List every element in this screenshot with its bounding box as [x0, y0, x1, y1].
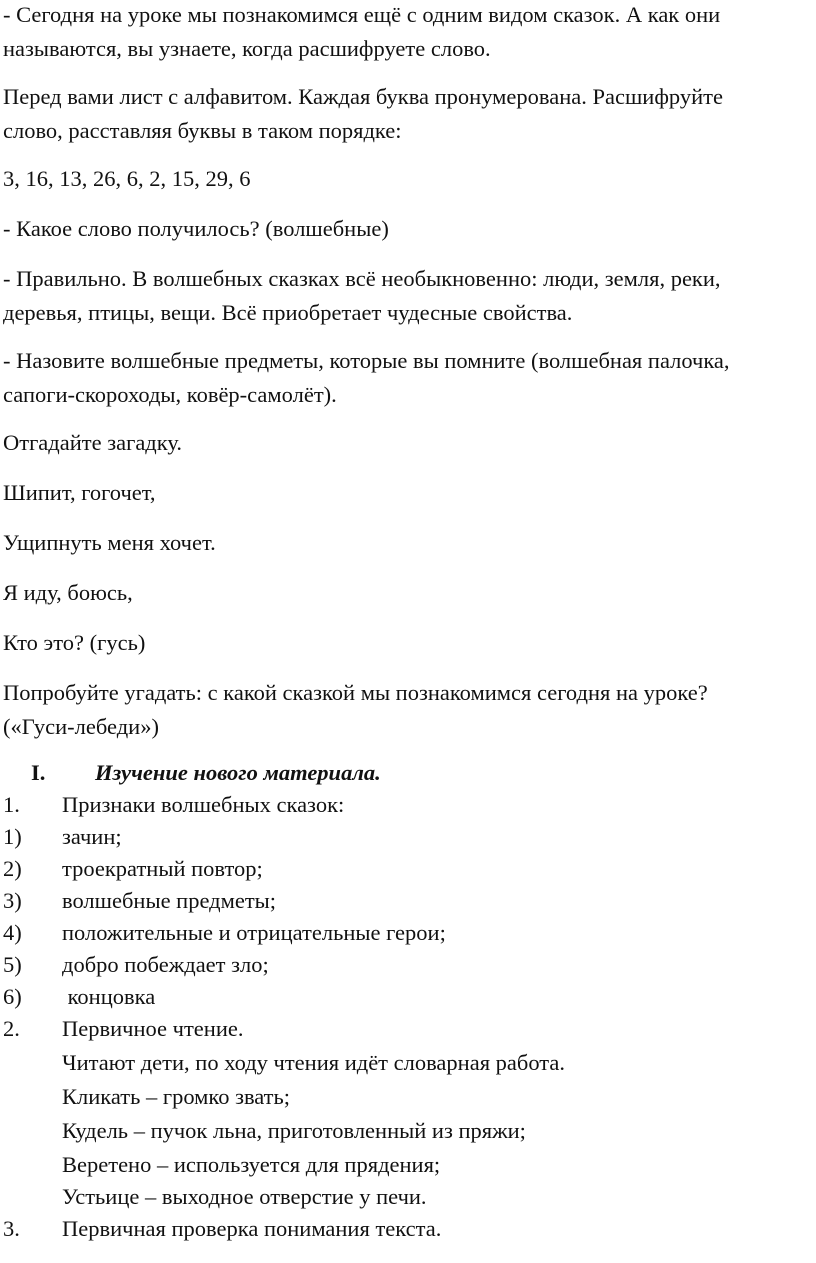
guess-line-1: Попробуйте угадать: с какой сказкой мы познакомимся сегодня на уроке?	[3, 680, 708, 705]
sign-number: 3)	[3, 888, 22, 913]
reading-note-3: Кудель – пучок льна, приготовленный из пряжи;	[62, 1118, 526, 1143]
intro-line-2: называются, вы узнаете, когда расшифруете слово.	[3, 36, 491, 61]
riddle-prompt: Отгадайте загадку.	[3, 430, 182, 455]
reading-note-5: Устьице – выходное отверстие у печи.	[62, 1184, 427, 1209]
sign-number: 2)	[3, 856, 22, 881]
guess-paragraph	[3, 676, 808, 744]
question-word: - Какое слово получилось? (волшебные)	[3, 216, 389, 241]
sign-text: добро побеждает зло;	[62, 952, 269, 977]
sign-number: 6)	[3, 984, 22, 1009]
correct-line-2: деревья, птицы, вещи. Всё приобретает чудесные свойства.	[3, 300, 573, 325]
reading-note-2: Кликать – громко звать;	[62, 1084, 291, 1109]
outline-item-3-number: 3.	[3, 1216, 20, 1241]
sign-text: волшебные предметы;	[62, 888, 277, 913]
correct-paragraph	[3, 262, 808, 330]
magic-items-line-2: сапоги-скороходы, ковёр-самолёт).	[3, 382, 337, 407]
intro-paragraph	[3, 0, 808, 66]
outline-item-3	[0, 1213, 816, 1245]
riddle-line-2: Ущипнуть меня хочет.	[3, 530, 216, 555]
sign-number: 1)	[3, 824, 22, 849]
outline-item-3-text: Первичная проверка понимания текста.	[62, 1216, 442, 1241]
sign-item-4	[0, 917, 816, 949]
sign-number: 5)	[3, 952, 22, 977]
section-title: Изучение нового материала.	[95, 760, 381, 785]
sign-item-5	[0, 949, 816, 981]
sign-item-2	[0, 853, 816, 885]
reading-note-1: Читают дети, по ходу чтения идёт словарная работа.	[62, 1050, 566, 1075]
task-line-1: Перед вами лист с алфавитом. Каждая буква пронумерована. Расшифруйте	[3, 84, 723, 109]
sign-text: положительные и отрицательные герои;	[62, 920, 446, 945]
intro-line-1: - Сегодня на уроке мы познакомимся ещё с одним видом сказок. А как они	[3, 2, 721, 27]
magic-items-line-1: - Назовите волшебные предметы, которые вы помните (волшебная палочка,	[3, 348, 730, 373]
sign-item-6	[0, 981, 816, 1013]
magic-items-paragraph	[3, 344, 808, 412]
guess-line-2: («Гуси-лебеди»)	[3, 714, 159, 739]
task-line-2: слово, расставляя буквы в таком порядке:	[3, 118, 402, 143]
sign-text: зачин;	[62, 824, 122, 849]
sign-item-3	[0, 885, 816, 917]
task-paragraph	[3, 80, 808, 148]
riddle-line-3: Я иду, боюсь,	[3, 580, 133, 605]
sign-number: 4)	[3, 920, 22, 945]
section-heading	[0, 757, 816, 791]
correct-line-1: - Правильно. В волшебных сказках всё необыкновенно: люди, земля, реки,	[3, 266, 721, 291]
sign-text: концовка	[62, 984, 156, 1009]
sign-text: троекратный повтор;	[62, 856, 263, 881]
section-roman-numeral: I.	[31, 760, 46, 785]
reading-note-4: Веретено – используется для прядения;	[62, 1152, 441, 1177]
outline-item-2-text: Первичное чтение.	[62, 1016, 244, 1041]
outline-item-2	[0, 1013, 816, 1045]
outline-item-1-number: 1.	[3, 792, 20, 817]
outline-item-1	[0, 789, 816, 821]
riddle-line-1: Шипит, гогочет,	[3, 480, 156, 505]
code-sequence: 3, 16, 13, 26, 6, 2, 15, 29, 6	[3, 166, 251, 191]
outline-item-2-number: 2.	[3, 1016, 20, 1041]
sign-item-1	[0, 821, 816, 853]
outline-item-1-text: Признаки волшебных сказок:	[62, 792, 345, 817]
riddle-line-4: Кто это? (гусь)	[3, 630, 146, 655]
